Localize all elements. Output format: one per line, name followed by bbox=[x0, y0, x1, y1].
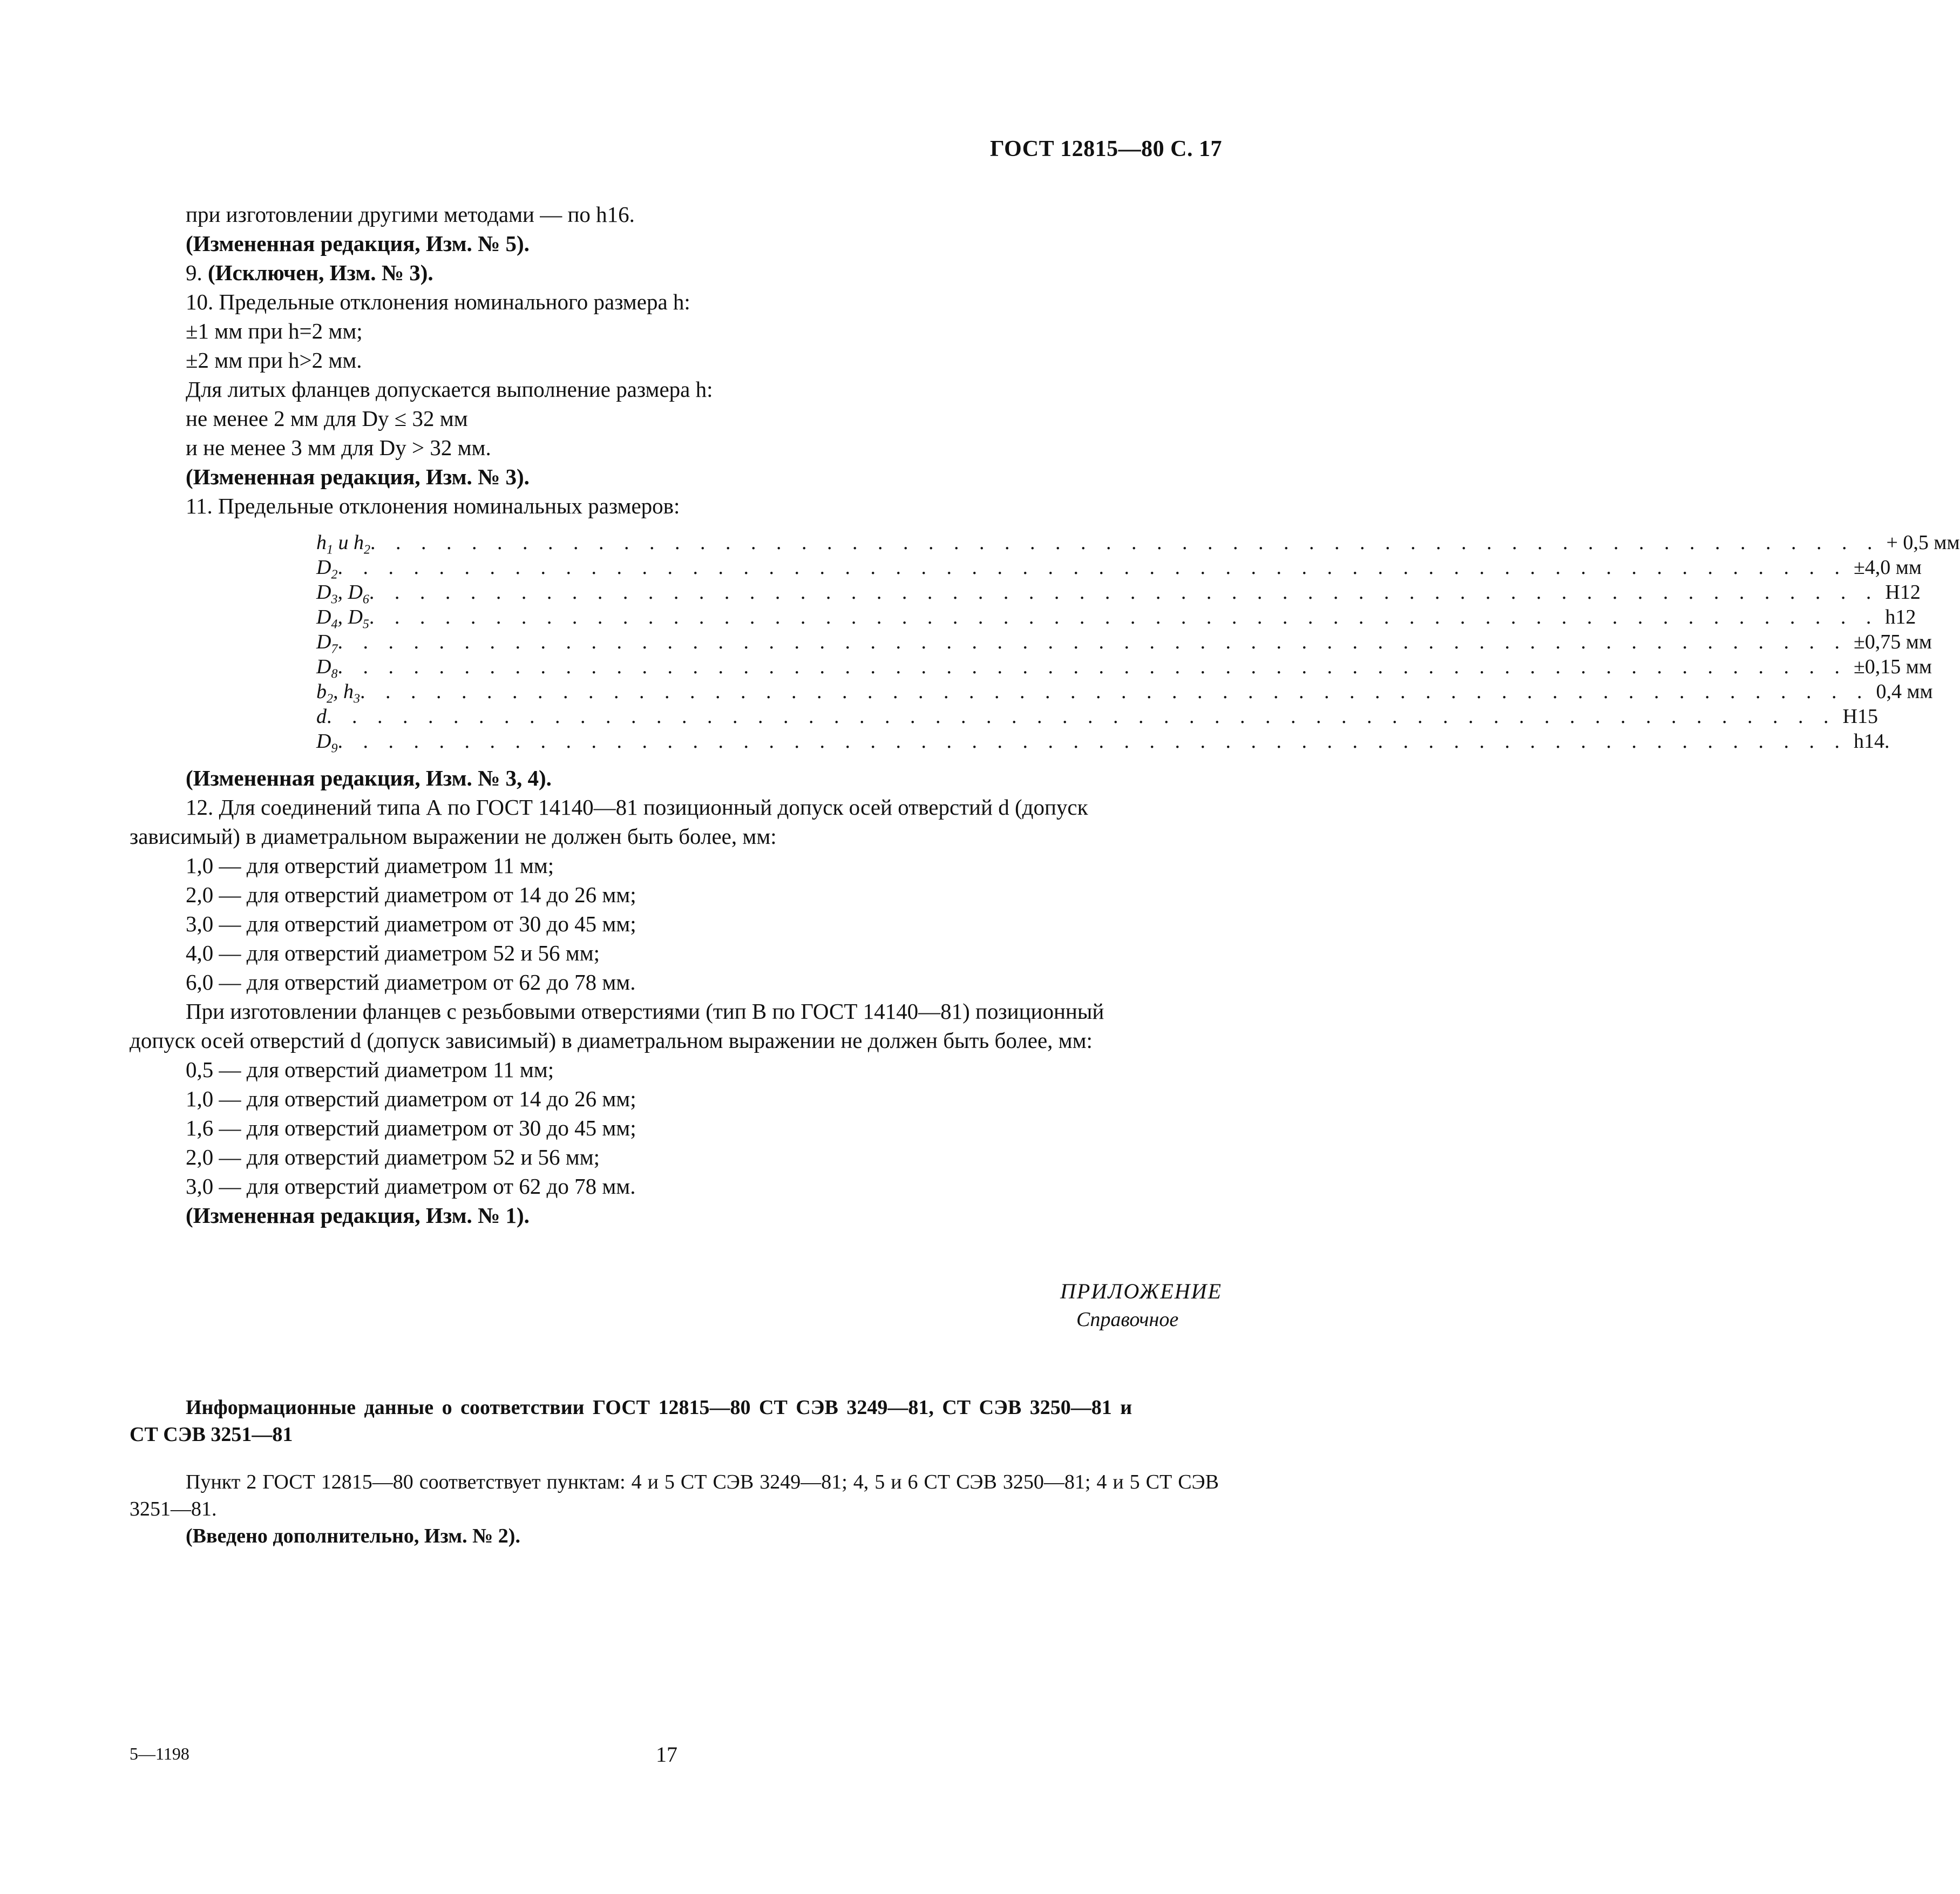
symbol-part: 2 bbox=[327, 692, 333, 706]
paragraph: 10. Предельные отклонения номинального размера h: bbox=[186, 289, 690, 314]
paragraph: при изготовлении другими методами — по h16. bbox=[186, 202, 635, 227]
symbol-part: 4 bbox=[331, 617, 338, 632]
list-item: 3,0 — для отверстий диаметром от 30 до 45 мм; bbox=[186, 911, 636, 936]
paragraph: не менее 2 мм для Dy ≤ 32 мм bbox=[186, 406, 468, 431]
tolerance-row bbox=[316, 727, 1890, 756]
list-item: 0,5 — для отверстий диаметром 11 мм; bbox=[186, 1057, 554, 1082]
symbol-part: 7 bbox=[331, 642, 338, 657]
symbol-part: D bbox=[316, 556, 331, 579]
tolerance-row bbox=[316, 627, 1932, 657]
symbol-part: d bbox=[316, 705, 327, 728]
appendix-title: ПРИЛОЖЕНИЕ bbox=[1060, 1279, 1222, 1303]
symbol-part: D bbox=[316, 606, 331, 628]
symbol-part: , D bbox=[337, 606, 363, 628]
symbol-part: 2 bbox=[331, 567, 338, 582]
appendix-label bbox=[1060, 1277, 1222, 1334]
symbol-part: 3 bbox=[354, 692, 360, 706]
tolerance-row bbox=[316, 603, 1916, 632]
appendix-type: Справочное bbox=[1076, 1308, 1179, 1331]
tolerance-row bbox=[316, 652, 1932, 681]
paragraph: ±2 мм при h>2 мм. bbox=[186, 348, 362, 373]
info-paragraph: Пункт 2 ГОСТ 12815—80 соответствует пунктам: 4 и 5 СТ СЭВ 3249—81; 4, 5 и 6 СТ СЭВ 3250—81; 4 и 5 СТ СЭВ 3251—81. bbox=[130, 1471, 1219, 1520]
leader-dots: . . . . . . . . . . . . . . . . . . . . . . . . . . . . . . . . . . . . . . . . . . . . . . . . . . . . . . . . . . . . bbox=[337, 730, 1847, 753]
symbol-part: 5 bbox=[362, 617, 369, 632]
symbol-part: D bbox=[316, 581, 331, 604]
amendment-note: (Введено дополнительно, Изм. № 2). bbox=[186, 1525, 520, 1547]
leader-dots: . . . . . . . . . . . . . . . . . . . . . . . . . . . . . . . . . . . . . . . . . . . . . . . . . . . . . . . . . . . . bbox=[337, 631, 1847, 653]
tolerance-value: H12 bbox=[1885, 581, 1921, 604]
list-item: 6,0 — для отверстий диаметром от 62 до 78 мм. bbox=[186, 970, 636, 995]
list-item: 1,0 — для отверстий диаметром от 14 до 26 мм; bbox=[186, 1086, 636, 1111]
symbol-part: b bbox=[316, 680, 327, 703]
paragraph: допуск осей отверстий d (допуск зависимый) в диаметральном выражении не должен быть более, мм: bbox=[130, 1028, 1093, 1053]
footer-code: 5—1198 bbox=[130, 1744, 189, 1763]
tolerance-value: 0,4 мм bbox=[1876, 680, 1933, 703]
info-title bbox=[130, 1394, 1219, 1421]
info-title-line: СТ СЭВ 3251—81 bbox=[130, 1423, 293, 1446]
tolerance-value: ±4,0 мм bbox=[1853, 556, 1922, 579]
item-number: 9. bbox=[186, 260, 202, 285]
symbol-part: D bbox=[316, 631, 331, 653]
paragraph: ±1 мм при h=2 мм; bbox=[186, 319, 363, 343]
page-number: 17 bbox=[656, 1742, 677, 1767]
tolerance-value: + 0,5 мм bbox=[1886, 531, 1960, 554]
symbol-part: D bbox=[316, 730, 331, 753]
amendment-note: (Измененная редакция, Изм. № 3, 4). bbox=[186, 766, 552, 790]
symbol-part: 2 bbox=[364, 543, 370, 557]
paragraph: При изготовлении фланцев с резьбовыми отверстиями (тип В по ГОСТ 14140—81) позиционный bbox=[186, 999, 1104, 1024]
leader-dots: . . . . . . . . . . . . . . . . . . . . . . . . . . . . . . . . . . . . . . . . . . . . . . . . . . . . . . . . . . . . bbox=[337, 655, 1847, 678]
symbol-part: 3 bbox=[331, 592, 338, 607]
amendment-note: (Исключен, Изм. № 3). bbox=[208, 260, 433, 285]
paragraph bbox=[130, 258, 1219, 287]
leader-dots: . . . . . . . . . . . . . . . . . . . . . . . . . . . . . . . . . . . . . . . . . . . . . . . . . . . . . . . . . . . . bbox=[370, 531, 1880, 554]
tolerance-value: ±0,75 мм bbox=[1853, 631, 1932, 653]
symbol-part: 9 bbox=[331, 741, 338, 756]
symbol-part: , D bbox=[337, 581, 363, 604]
paragraph: и не менее 3 мм для Dy > 32 мм. bbox=[186, 435, 491, 460]
symbol-part: D bbox=[316, 655, 331, 678]
paragraph: 12. Для соединений типа А по ГОСТ 14140—81 позиционный допуск осей отверстий d (допуск bbox=[186, 795, 1088, 820]
leader-dots: . . . . . . . . . . . . . . . . . . . . . . . . . . . . . . . . . . . . . . . . . . . . . . . . . . . . . . . . . . . . bbox=[369, 606, 1879, 628]
info-section bbox=[130, 1394, 1219, 1550]
leader-dots: . . . . . . . . . . . . . . . . . . . . . . . . . . . . . . . . . . . . . . . . . . . . . . . . . . . . . . . . . . . . bbox=[369, 581, 1879, 604]
tolerance-row bbox=[316, 677, 1933, 706]
list-item: 4,0 — для отверстий диаметром 52 и 56 мм; bbox=[186, 941, 600, 965]
leader-dots: . . . . . . . . . . . . . . . . . . . . . . . . . . . . . . . . . . . . . . . . . . . . . . . . . . . . . . . . . . . . bbox=[327, 705, 1836, 728]
tolerance-row bbox=[316, 528, 1960, 557]
paragraph: зависимый) в диаметральном выражении не должен быть более, мм: bbox=[130, 824, 777, 849]
list-item: 3,0 — для отверстий диаметром от 62 до 78 мм. bbox=[186, 1174, 636, 1199]
tolerance-value: H15 bbox=[1842, 705, 1878, 728]
list-item: 2,0 — для отверстий диаметром 52 и 56 мм; bbox=[186, 1145, 600, 1169]
tolerance-row bbox=[316, 578, 1921, 607]
main-text bbox=[130, 200, 1960, 1230]
symbol-part: h bbox=[316, 531, 327, 554]
leader-dots: . . . . . . . . . . . . . . . . . . . . . . . . . . . . . . . . . . . . . . . . . . . . . . . . . . . . . . . . . . . . bbox=[360, 680, 1870, 703]
paragraph: Для литых фланцев допускается выполнение размера h: bbox=[186, 377, 713, 402]
amendment-note: (Измененная редакция, Изм. № 3). bbox=[186, 464, 530, 489]
paragraph: 11. Предельные отклонения номинальных размеров: bbox=[186, 493, 680, 518]
tolerance-table bbox=[316, 528, 1960, 756]
info-title-line: Информационные данные о соответствии ГОСТ 12815—80 СТ СЭВ 3249—81, СТ СЭВ 3250—81 и bbox=[186, 1396, 1132, 1419]
page-header: ГОСТ 12815—80 С. 17 bbox=[989, 137, 1222, 161]
tolerance-symbol bbox=[316, 727, 337, 763]
symbol-part: 6 bbox=[362, 592, 369, 607]
tolerance-row bbox=[316, 702, 1878, 728]
leader-dots: . . . . . . . . . . . . . . . . . . . . . . . . . . . . . . . . . . . . . . . . . . . . . . . . . . . . . . . . . . . . bbox=[337, 556, 1847, 579]
tolerance-row bbox=[316, 553, 1922, 582]
tolerance-value: h14. bbox=[1853, 730, 1890, 753]
list-item: 1,0 — для отверстий диаметром 11 мм; bbox=[186, 853, 554, 878]
list-item: 2,0 — для отверстий диаметром от 14 до 26 мм; bbox=[186, 882, 636, 907]
amendment-note: (Измененная редакция, Изм. № 5). bbox=[186, 231, 530, 256]
symbol-part: и h bbox=[333, 531, 364, 554]
tolerance-value: h12 bbox=[1885, 606, 1916, 628]
list-item: 1,6 — для отверстий диаметром от 30 до 45 мм; bbox=[186, 1115, 636, 1140]
symbol-part: , h bbox=[333, 680, 354, 703]
tolerance-list-a bbox=[130, 851, 1219, 997]
tolerance-list-b bbox=[130, 1055, 1219, 1201]
symbol-part: 1 bbox=[327, 543, 333, 557]
tolerance-value: ±0,15 мм bbox=[1853, 655, 1932, 678]
amendment-note: (Измененная редакция, Изм. № 1). bbox=[186, 1203, 530, 1228]
symbol-part: 8 bbox=[331, 667, 338, 681]
